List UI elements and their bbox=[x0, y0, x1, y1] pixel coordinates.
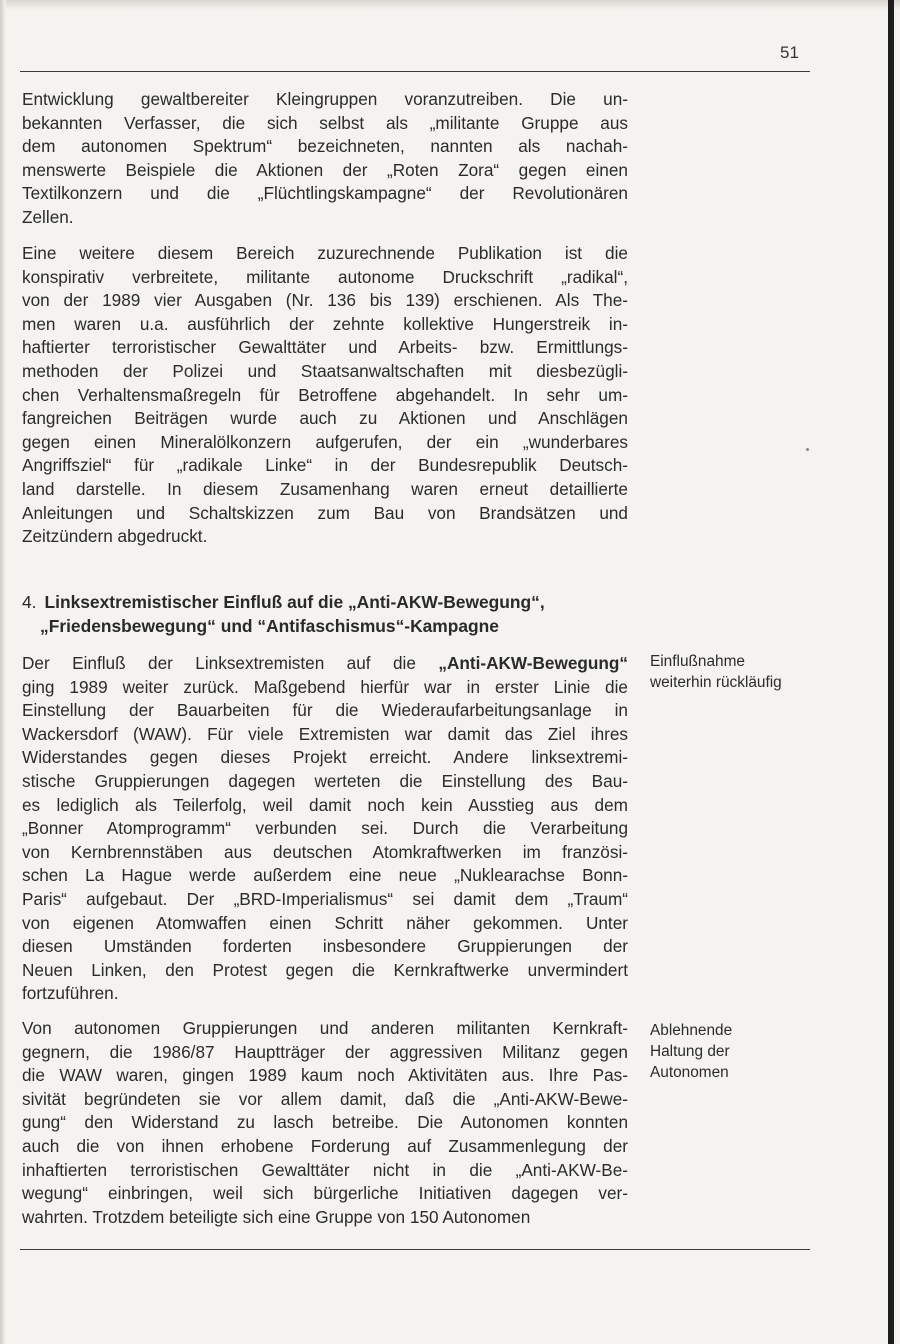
p4-line: sivität begründeten sie vor allem damit, daß die „Anti-AKW-Bewe- bbox=[22, 1088, 628, 1109]
p2-line: Zeitzündern abgedruckt. bbox=[22, 526, 208, 547]
section-heading-line-2: „Friedensbewegung“ und “Antifaschismus“-Kampagne bbox=[40, 616, 499, 636]
paragraph-4 bbox=[22, 1017, 628, 1229]
p4-line: Von autonomen Gruppierungen und anderen militanten Kernkraft- bbox=[22, 1018, 628, 1038]
section-heading-line-1: Linksextremistischer Einfluß auf die „Anti-AKW-Bewegung“, bbox=[44, 592, 545, 612]
p3-line: fortzuführen. bbox=[22, 983, 119, 1004]
margin-note-2-line: Ablehnende bbox=[650, 1022, 733, 1039]
margin-note-1-line: weiterhin rückläufig bbox=[650, 674, 782, 691]
p3-line: „Bonner Atomprogramm“ verbunden sei. Durch die Verarbeitung bbox=[22, 818, 628, 839]
margin-note-2-line: Haltung der bbox=[650, 1043, 730, 1060]
p4-line: wahrten. Trotzdem beteiligte sich eine Gruppe von 150 Autonomen bbox=[22, 1206, 531, 1227]
p3-line: diesen Umständen forderten insbesondere Gruppierungen der bbox=[22, 936, 628, 957]
binding-edge bbox=[888, 0, 894, 1344]
p2-line: gegen einen Mineralölkonzern aufgerufen, der ein „wunderbares bbox=[22, 431, 628, 452]
p1-line: dem autonomen Spektrum“ bezeichneten, nannten als nachah- bbox=[22, 136, 628, 157]
stray-mark bbox=[806, 448, 809, 451]
header-rule bbox=[20, 71, 810, 72]
p4-line: wegung“ einbringen, weil sich bürgerliche Initiativen dagegen ver- bbox=[22, 1183, 628, 1204]
paragraph-3 bbox=[22, 652, 628, 1006]
p4-line: die WAW waren, gingen 1989 kaum noch Aktivitäten aus. Ihre Pas- bbox=[22, 1065, 628, 1086]
p1-line: Zellen. bbox=[22, 206, 74, 227]
paragraph-1 bbox=[22, 88, 628, 230]
p3-line: es lediglich als Teilerfolg, weil damit noch kein Ausstieg aus dem bbox=[22, 794, 628, 815]
p3-line: Einstellung der Bauarbeiten für die Wiederaufarbeitungsanlage in bbox=[22, 700, 628, 721]
p3-line: schen La Hague werde außerdem eine neue „Nuklearachse Bonn- bbox=[22, 865, 628, 886]
page-left-shadow bbox=[0, 0, 6, 1344]
paragraph-3-lead: Der Einfluß der Linksextremisten auf die bbox=[22, 653, 439, 673]
p1-line: Textilkonzern und die „Flüchtlingskampagne“ der Revolutionären bbox=[22, 183, 628, 204]
p2-line: fangreichen Beiträgen wurde auch zu Aktionen und Anschlägen bbox=[22, 408, 628, 429]
paragraph-3-bold-term: „Anti-AKW-Bewegung“ bbox=[438, 653, 628, 673]
p3-line: Widerstandes gegen dieses Projekt erreicht. Andere linksextremi- bbox=[22, 747, 628, 768]
p2-line: von der 1989 vier Ausgaben (Nr. 136 bis 139) erschienen. Als The- bbox=[22, 290, 628, 311]
p2-line: konspirativ verbreitete, militante autonome Druckschrift „radikal“, bbox=[22, 266, 628, 287]
p4-line: auch die von ihnen erhobene Forderung auf Zusammenlegung der bbox=[22, 1135, 628, 1156]
p3-line: Wackersdorf (WAW). Für viele Extremisten war damit das Ziel ihres bbox=[22, 723, 628, 744]
margin-note-1 bbox=[650, 651, 850, 693]
p2-line: Angriffsziel“ für „radikale Linke“ in der Bundesrepublik Deutsch- bbox=[22, 455, 628, 476]
p2-line: Eine weitere diesem Bereich zuzurechnende Publikation ist die bbox=[22, 243, 628, 263]
paragraph-2 bbox=[22, 242, 628, 549]
p2-line: methoden der Polizei und Staatsanwaltschaften mit diesbezügli- bbox=[22, 360, 628, 381]
p1-line: Entwicklung gewaltbereiter Kleingruppen voranzutreiben. Die un- bbox=[22, 89, 628, 109]
p4-line: gegnern, die 1986/87 Hauptträger der aggressiven Militanz gegen bbox=[22, 1041, 628, 1062]
p3-line: von eigenen Atomwaffen einen Schritt näher gekommen. Unter bbox=[22, 912, 628, 933]
p2-line: land darstelle. In diesem Zusamenhang waren erneut detaillierte bbox=[22, 478, 628, 499]
p3-line: stische Gruppierungen dagegen werteten die Einstellung des Bau- bbox=[22, 770, 628, 791]
p4-line: gung“ den Widerstand zu lasch betreibe. Die Autonomen konnten bbox=[22, 1112, 628, 1133]
p2-line: chen Verhaltensmaßregeln für Betroffene abgehandelt. In sehr um- bbox=[22, 384, 628, 405]
p3-line: ging 1989 weiter zurück. Maßgebend hierfür war in erster Linie die bbox=[22, 676, 628, 697]
page-number: 51 bbox=[780, 43, 799, 62]
section-heading bbox=[22, 590, 662, 638]
p1-line: menswerte Beispiele die Aktionen der „Roten Zora“ gegen einen bbox=[22, 159, 628, 180]
p3-line: von Kernbrennstäben aus deutschen Atomkraftwerken im französi- bbox=[22, 841, 628, 862]
p4-line: inhaftierten terroristischen Gewalttäter nicht in die „Anti-AKW-Be- bbox=[22, 1159, 628, 1180]
p1-line: bekannten Verfasser, die sich selbst als „militante Gruppe aus bbox=[22, 112, 628, 133]
footer-rule bbox=[20, 1249, 810, 1250]
page-top-shadow bbox=[0, 0, 900, 10]
section-number: 4. bbox=[22, 592, 37, 612]
p2-line: men waren u.a. ausführlich der zehnte kollektive Hungerstreik in- bbox=[22, 313, 628, 334]
margin-note-2-line: Autonomen bbox=[650, 1064, 729, 1081]
margin-note-1-line: Einflußnahme bbox=[650, 653, 745, 670]
p3-line: Neuen Linken, den Protest gegen die Kernkraftwerke unvermindert bbox=[22, 959, 628, 980]
p2-line: Anleitungen und Schaltskizzen zum Bau von Brandsätzen und bbox=[22, 502, 628, 523]
p2-line: haftierter terroristischer Gewalttäter und Arbeits- bzw. Ermittlungs- bbox=[22, 337, 628, 358]
margin-note-2 bbox=[650, 1020, 850, 1083]
p3-line: Paris“ aufgebaut. Der „BRD-Imperialismus“ sei damit dem „Traum“ bbox=[22, 888, 628, 909]
